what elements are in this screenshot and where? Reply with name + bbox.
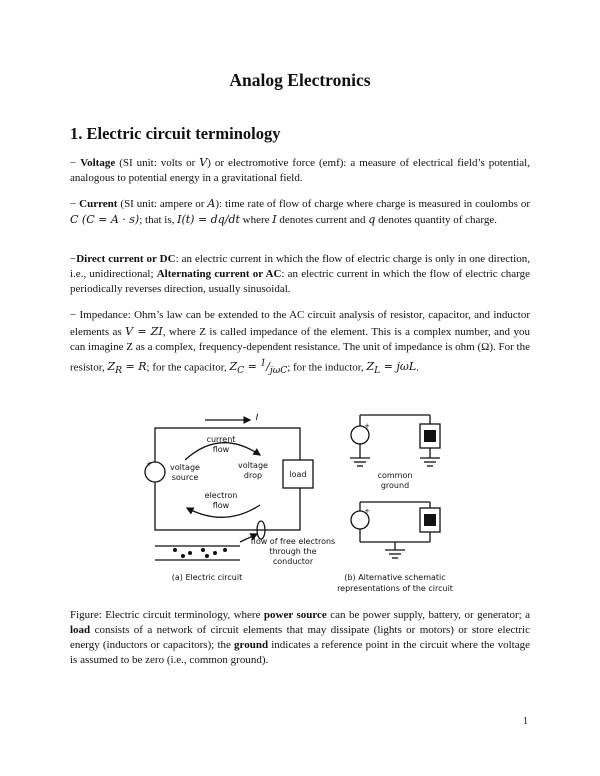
plus-sign: + (364, 422, 370, 430)
free-electrons-label: flow of free electrons (250, 537, 336, 546)
voltage-drop-label: drop (243, 471, 263, 480)
paragraph-voltage (70, 155, 530, 186)
section-heading: 1. Electric circuit terminology (70, 124, 281, 143)
text: indicates a reference point in the circuit where the voltage is assumed to be zero (i.e., common ground). (70, 639, 530, 666)
plus-sign: + (364, 507, 370, 515)
page-number: 1 (523, 716, 528, 727)
circuit-figure (145, 410, 455, 600)
symbol-z: Z (107, 360, 116, 374)
denominator: jωC (269, 365, 288, 377)
text: = (244, 360, 261, 374)
electron-flow-label: flow (212, 501, 230, 510)
current-equation: I(t) = dq/dt (177, 213, 240, 226)
text: ; for the inductor, (287, 361, 364, 374)
load-icon-inner (424, 430, 436, 442)
electron-flow-label: electron (204, 491, 238, 500)
text: ; that is, (139, 214, 178, 226)
plus-sign: + (146, 460, 152, 468)
coulomb-definition: (C = A · s) (78, 213, 140, 226)
text: ) or electromotive force (emf): a measure of electrical field’s potential, analogous to potential energy in a gravitational field. (70, 157, 530, 184)
text: . (416, 361, 419, 374)
symbol-q: q (368, 213, 376, 226)
term-current: Current (79, 198, 118, 210)
subscript: C (237, 365, 245, 377)
text: = R (122, 360, 147, 374)
symbol-z: Z (366, 360, 375, 374)
term-dc: Direct current or DC (76, 253, 176, 265)
current-label: I (255, 413, 259, 423)
bullet-dash: − (70, 253, 77, 265)
voltage-source-label: voltage (170, 463, 200, 472)
load-label: load (289, 470, 307, 479)
load-icon-inner (424, 514, 436, 526)
symbol-z: Z (229, 360, 238, 374)
term-load: load (70, 624, 91, 636)
common-ground-label: ground (380, 481, 410, 490)
text: ): time rate of flow of charge where charge is measured in coulombs or (215, 198, 530, 210)
text: , where Z is called impedance of the element. This is a complex number, and you can imagine Z as a complex, frequency-dependent resistance. The unit of impedance is ohm (Ω). For the resistor, (70, 325, 530, 374)
caption-b: representations of the circuit (337, 584, 453, 593)
term-voltage: Voltage (80, 157, 116, 169)
common-ground-label: common (377, 471, 413, 480)
paragraph-current (70, 196, 530, 228)
paragraph-impedance (70, 308, 530, 379)
figure-caption (70, 608, 530, 668)
text: consists of a network of circuit elements that may dissipate (lights or motors) or store electric energy (inductors or capacitors); the (70, 624, 530, 651)
voltage-drop-label: voltage (238, 461, 268, 470)
text: (SI unit: ampere or (117, 198, 208, 210)
text: = jωL (380, 360, 417, 374)
text: denotes quantity of charge. (375, 214, 498, 226)
current-flow-label: current (206, 435, 236, 444)
term-ac: Alternating current or AC (156, 268, 282, 280)
electrons-icon (173, 548, 227, 558)
term-power-source: power source (263, 609, 327, 621)
bullet-dash: − (70, 198, 80, 210)
subscript: R (115, 365, 123, 377)
text: : an electric current in which the flow of electric charge is only in one direction, i.e., unidirectional; (70, 253, 530, 280)
symbol-v: V (199, 156, 208, 169)
text: can be power supply, battery, or generator; a (326, 609, 530, 621)
caption-a: (a) Electric circuit (171, 573, 243, 582)
symbol-a: A (207, 197, 216, 210)
text: : an electric current in which the flow of electric charge periodically reverses direction, usually sinusoidal. (70, 268, 530, 295)
free-electrons-label: through the (269, 547, 317, 556)
caption-b: (b) Alternative schematic (344, 573, 446, 582)
term-ground: ground (234, 639, 269, 651)
resistor-impedance (107, 360, 147, 377)
current-flow-label: flow (212, 445, 230, 454)
numerator: 1 (260, 357, 267, 369)
voltage-source-label: source (171, 473, 199, 482)
ohm-law-equation: V = ZI (125, 324, 163, 338)
paragraph-dc-ac (70, 252, 530, 297)
text: where (239, 214, 273, 226)
subscript: L (374, 365, 381, 377)
page-title: Analog Electronics (229, 70, 371, 90)
circuit-diagram (145, 410, 455, 600)
text: denotes current and (276, 214, 369, 226)
capacitor-impedance: $Z_C = ^1/_{j\omega C}$ (229, 357, 288, 377)
free-electrons-label: conductor (272, 557, 314, 566)
symbol-i: I (272, 213, 277, 226)
bullet-dash: − (70, 157, 81, 169)
symbol-c: C (70, 213, 79, 226)
text: − Impedance: Ohm’s law can be extended to the AC circuit analysis of resistor, capacitor, and inductor elements as (70, 309, 530, 338)
text: ; for the capacitor, (146, 361, 230, 374)
inductor-impedance (366, 360, 417, 377)
text: (SI unit: volts or (115, 157, 200, 169)
text: Figure: Electric circuit terminology, where (70, 609, 264, 621)
